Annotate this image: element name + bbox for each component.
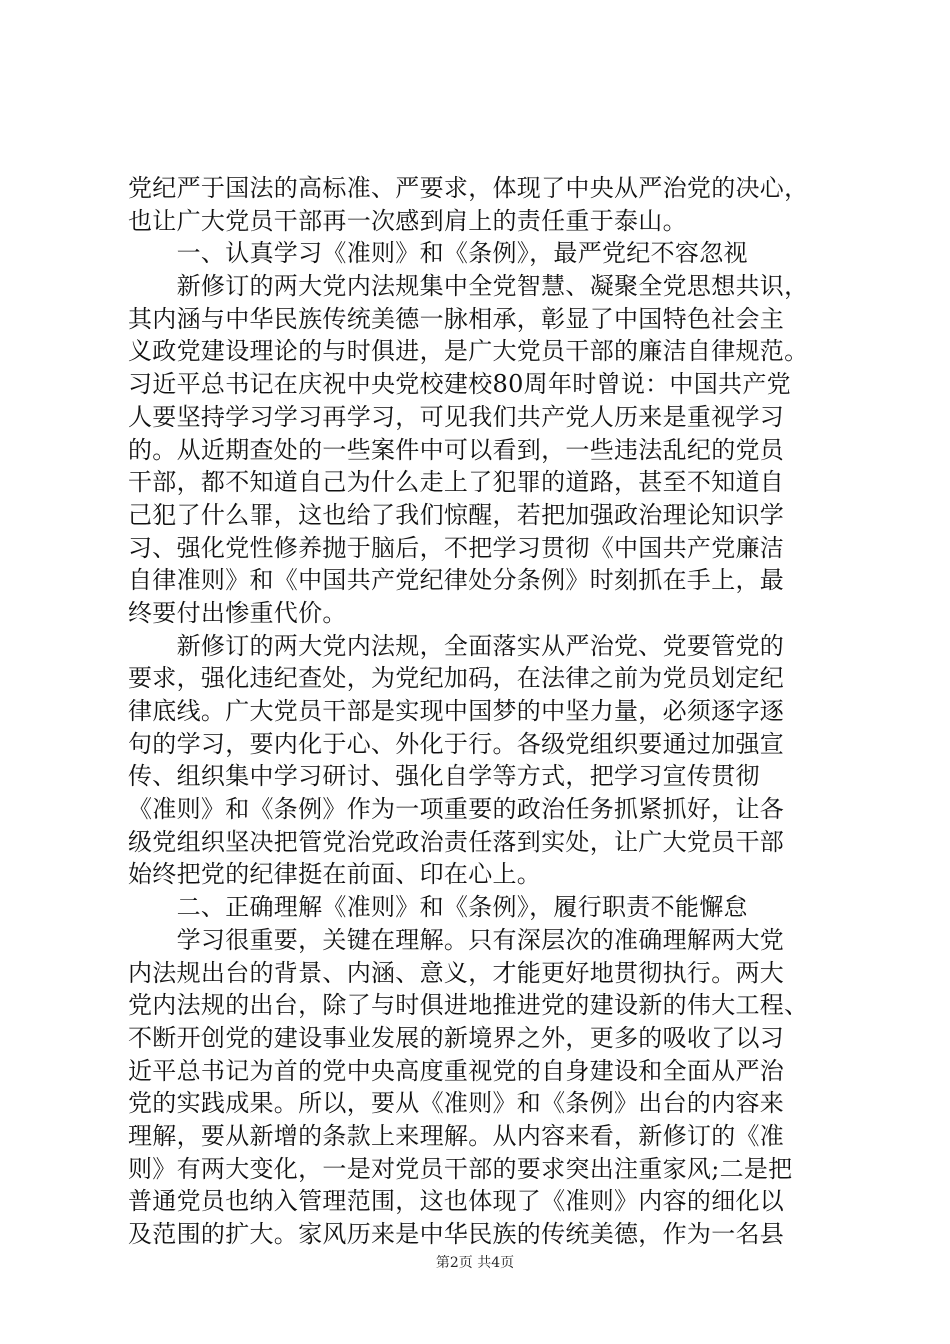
- text-line: 干部，都不知道自己为什么走上了犯罪的道路，甚至不知道自: [128, 468, 785, 497]
- text-line: 始终把党的纪律挺在前面、印在心上。: [128, 860, 542, 889]
- text-line: 党纪严于国法的高标准、严要求，体现了中央从严治党的决心，: [128, 174, 809, 202]
- text-line: 传、组织集中学习研讨、强化自学等方式，把学习宣传贯彻: [128, 762, 760, 791]
- text-line: 不断开创党的建设事业发展的新境界之外，更多的吸收了以习: [128, 1023, 785, 1052]
- text-line: 人要坚持学习学习再学习，可见我们共产党人历来是重视学习: [128, 402, 785, 431]
- page-footer: [0, 1252, 950, 1272]
- text-line: 内法规出台的背景、内涵、意义，才能更好地贯彻执行。两大: [128, 958, 785, 987]
- page-number: 第2页 共4页: [435, 1255, 515, 1271]
- text-line: 义政党建设理论的与时俱进，是广大党员干部的廉洁自律规范。: [128, 337, 809, 366]
- text-line: 党的实践成果。所以，要从《准则》和《条例》出台的内容来: [128, 1089, 785, 1118]
- text-line: 习近平总书记在庆祝中央党校建校80周年时曾说：中国共产党: [128, 370, 791, 399]
- text-line: 普通党员也纳入管理范围，这也体现了《准则》内容的细化以: [128, 1187, 785, 1216]
- text-line: 理解，要从新增的条款上来理解。从内容来看，新修订的《准: [128, 1121, 785, 1150]
- text-line: 则》有两大变化，一是对党员干部的要求突出注重家风;二是把: [128, 1154, 793, 1183]
- text-line: 新修订的两大党内法规，全面落实从严治党、党要管党的: [128, 631, 785, 660]
- text-line: 己犯了什么罪，这也给了我们惊醒，若把加强政治理论知识学: [128, 500, 785, 529]
- text-line: 级党组织坚决把管党治党政治责任落到实处，让广大党员干部: [128, 827, 785, 856]
- text-line: 近平总书记为首的党中央高度重视党的自身建设和全面从严治: [128, 1056, 785, 1085]
- text-line: 句的学习，要内化于心、外化于行。各级党组织要通过加强宣: [128, 729, 785, 758]
- text-line: 要求，强化违纪查处，为党纪加码，在法律之前为党员划定纪: [128, 664, 785, 693]
- text-line: 新修订的两大党内法规集中全党智慧、凝聚全党思想共识，: [128, 272, 809, 301]
- text-line: 也让广大党员干部再一次感到肩上的责任重于泰山。: [128, 206, 687, 235]
- text-line: 其内涵与中华民族传统美德一脉相承，彰显了中国特色社会主: [128, 304, 785, 333]
- section-heading: 一、认真学习《准则》和《条例》，最严党纪不容忽视: [128, 239, 748, 268]
- body-text: [128, 172, 828, 1251]
- section-heading: 二、正确理解《准则》和《条例》，履行职责不能懈怠: [128, 893, 748, 922]
- text-line: 的。从近期查处的一些案件中可以看到，一些违法乱纪的党员: [128, 435, 785, 464]
- text-line: 及范围的扩大。家风历来是中华民族的传统美德，作为一名县: [128, 1220, 785, 1248]
- text-line: 学习很重要，关键在理解。只有深层次的准确理解两大党: [128, 925, 785, 954]
- text-line: 习、强化党性修养抛于脑后，不把学习贯彻《中国共产党廉洁: [128, 533, 785, 562]
- text-line: 《准则》和《条例》作为一项重要的政治任务抓紧抓好，让各: [128, 795, 785, 824]
- text-line: 终要付出惨重代价。: [128, 598, 347, 627]
- text-line: 党内法规的出台，除了与时俱进地推进党的建设新的伟大工程、: [128, 991, 809, 1020]
- text-line: 律底线。广大党员干部是实现中国梦的中坚力量，必须逐字逐: [128, 697, 785, 725]
- text-line: 自律准则》和《中国共产党纪律处分条例》时刻抓在手上，最: [128, 566, 785, 595]
